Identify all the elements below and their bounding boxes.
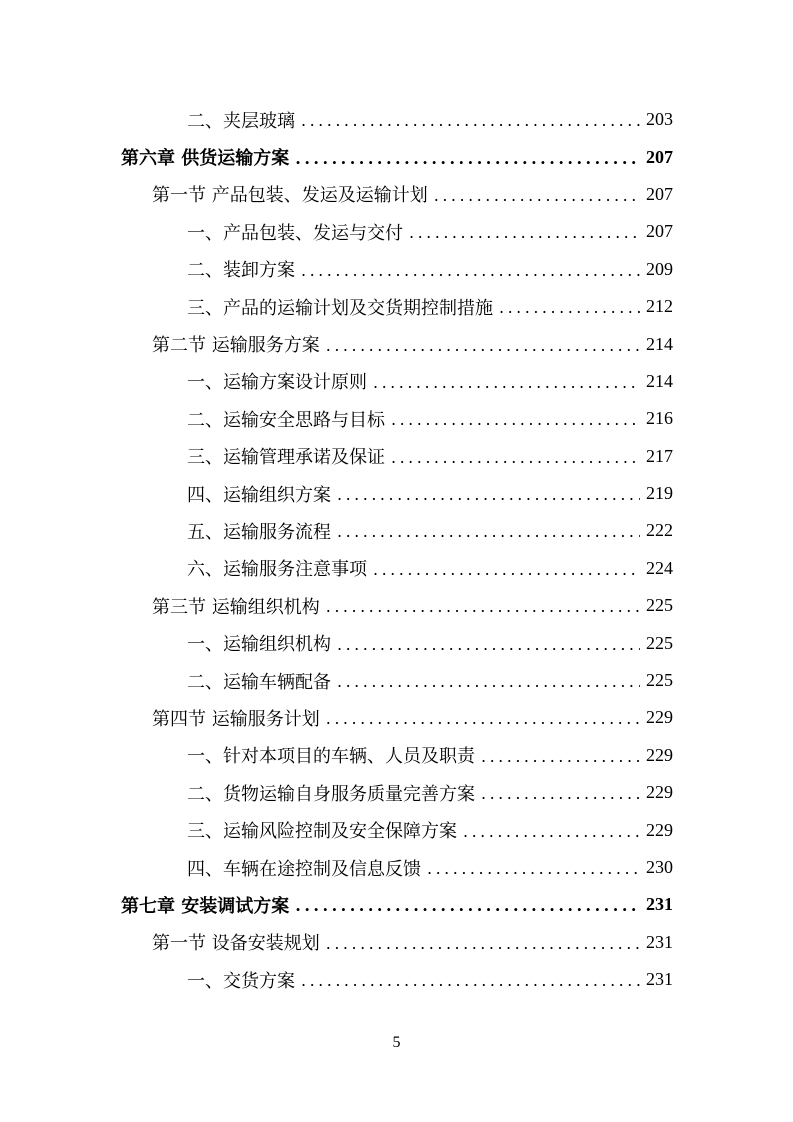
toc-section-entry[interactable] xyxy=(0,924,793,961)
toc-subsection-entry[interactable] xyxy=(0,438,793,475)
toc-dot-leader xyxy=(295,149,640,168)
toc-dot-leader xyxy=(295,896,640,915)
toc-entry-page: 207 xyxy=(646,146,673,167)
toc-entry-title: 第四节 运输服务计划 xyxy=(152,708,320,730)
toc-subsection-entry[interactable] xyxy=(0,811,793,848)
toc-entry-page: 203 xyxy=(646,109,673,130)
toc-entry-title: 二、运输车辆配备 xyxy=(187,671,331,693)
toc-dot-leader xyxy=(326,597,640,616)
toc-subsection-entry[interactable] xyxy=(0,662,793,699)
toc-entry-title: 一、运输方案设计原则 xyxy=(187,372,367,394)
toc-entry-page: 207 xyxy=(646,183,673,204)
toc-dot-leader xyxy=(337,635,640,654)
toc-entry-page: 216 xyxy=(646,408,673,429)
toc-subsection-entry[interactable] xyxy=(0,400,793,437)
toc-entry-title: 第六章 供货运输方案 xyxy=(121,148,290,170)
toc-subsection-entry[interactable] xyxy=(0,101,793,138)
toc-entry-title: 第一节 设备安装规划 xyxy=(152,933,320,955)
toc-subsection-entry[interactable] xyxy=(0,213,793,250)
toc-subsection-entry[interactable] xyxy=(0,475,793,512)
toc-entry-page: 230 xyxy=(646,857,673,877)
toc-dot-leader xyxy=(337,672,640,691)
toc-dot-leader xyxy=(337,485,640,504)
toc-entry-title: 二、货物运输自身服务质量完善方案 xyxy=(187,783,475,805)
toc-entry-title: 一、针对本项目的车辆、人员及职责 xyxy=(187,746,475,768)
toc-entry-title: 三、运输管理承诺及保证 xyxy=(187,447,385,469)
toc-subsection-entry[interactable] xyxy=(0,737,793,774)
toc-dot-leader xyxy=(301,971,640,990)
toc-dot-leader xyxy=(409,223,640,242)
toc-dot-leader xyxy=(481,747,640,766)
toc-entry-page: 217 xyxy=(646,445,673,466)
toc-entry-page: 229 xyxy=(646,744,673,765)
toc-entry-page: 222 xyxy=(646,520,673,541)
toc-dot-leader xyxy=(301,261,640,280)
toc-entry-title: 一、产品包装、发运与交付 xyxy=(187,222,403,244)
toc-entry-page: 231 xyxy=(646,931,673,952)
toc-subsection-entry[interactable] xyxy=(0,512,793,549)
toc-dot-leader xyxy=(481,784,640,803)
toc-subsection-entry[interactable] xyxy=(0,961,793,998)
toc-dot-leader xyxy=(499,298,640,317)
toc-subsection-entry[interactable] xyxy=(0,550,793,587)
toc-dot-leader xyxy=(326,709,640,728)
toc-entry-title: 二、夹层玻璃 xyxy=(187,110,295,132)
toc-dot-leader xyxy=(427,859,640,878)
toc-subsection-entry[interactable] xyxy=(0,624,793,661)
toc-entry-page: 207 xyxy=(646,221,673,242)
toc-dot-leader xyxy=(337,522,640,541)
table-of-contents xyxy=(0,101,793,998)
toc-dot-leader xyxy=(373,373,640,392)
toc-chapter-entry[interactable] xyxy=(0,886,793,923)
toc-entry-page: 209 xyxy=(646,258,673,279)
toc-entry-page: 214 xyxy=(646,370,673,391)
toc-entry-title: 第三节 运输组织机构 xyxy=(152,596,320,618)
toc-subsection-entry[interactable] xyxy=(0,288,793,325)
toc-chapter-entry[interactable] xyxy=(0,138,793,175)
toc-entry-page: 231 xyxy=(646,894,673,915)
toc-subsection-entry[interactable] xyxy=(0,774,793,811)
toc-subsection-entry[interactable] xyxy=(0,849,793,886)
toc-subsection-entry[interactable] xyxy=(0,251,793,288)
toc-entry-page: 225 xyxy=(646,632,673,653)
toc-dot-leader xyxy=(326,336,640,355)
toc-section-entry[interactable] xyxy=(0,325,793,362)
toc-dot-leader xyxy=(463,822,640,841)
toc-entry-page: 225 xyxy=(646,595,673,616)
toc-entry-title: 二、运输安全思路与目标 xyxy=(187,409,385,431)
toc-subsection-entry[interactable] xyxy=(0,363,793,400)
toc-entry-page: 212 xyxy=(646,296,673,317)
toc-section-entry[interactable] xyxy=(0,176,793,213)
toc-dot-leader xyxy=(391,410,640,429)
toc-entry-title: 第七章 安装调试方案 xyxy=(121,895,290,917)
toc-entry-page: 229 xyxy=(646,819,673,840)
toc-entry-page: 231 xyxy=(646,969,673,990)
toc-entry-page: 219 xyxy=(646,483,673,504)
toc-dot-leader xyxy=(391,448,640,467)
toc-entry-title: 第二节 运输服务方案 xyxy=(152,335,320,357)
toc-section-entry[interactable] xyxy=(0,587,793,624)
toc-entry-title: 四、运输组织方案 xyxy=(187,484,331,506)
toc-entry-title: 一、交货方案 xyxy=(187,970,295,992)
toc-entry-title: 二、装卸方案 xyxy=(187,260,295,282)
toc-entry-title: 第一节 产品包装、发运及运输计划 xyxy=(152,185,428,207)
toc-entry-title: 三、运输风险控制及安全保障方案 xyxy=(187,821,457,843)
toc-dot-leader xyxy=(434,186,640,205)
toc-entry-page: 229 xyxy=(646,707,673,728)
toc-entry-page: 229 xyxy=(646,782,673,803)
toc-entry-title: 一、运输组织机构 xyxy=(187,634,331,656)
toc-entry-page: 224 xyxy=(646,557,673,578)
toc-dot-leader xyxy=(326,934,640,953)
toc-entry-page: 225 xyxy=(646,670,673,691)
toc-entry-title: 六、运输服务注意事项 xyxy=(187,559,367,581)
toc-entry-title: 五、运输服务流程 xyxy=(187,521,331,543)
toc-entry-title: 四、车辆在途控制及信息反馈 xyxy=(187,858,421,880)
toc-dot-leader xyxy=(373,560,640,579)
toc-entry-title: 三、产品的运输计划及交货期控制措施 xyxy=(187,297,493,319)
page-number: 5 xyxy=(392,1034,401,1051)
toc-section-entry[interactable] xyxy=(0,699,793,736)
toc-entry-page: 214 xyxy=(646,333,673,354)
toc-dot-leader xyxy=(301,111,640,130)
